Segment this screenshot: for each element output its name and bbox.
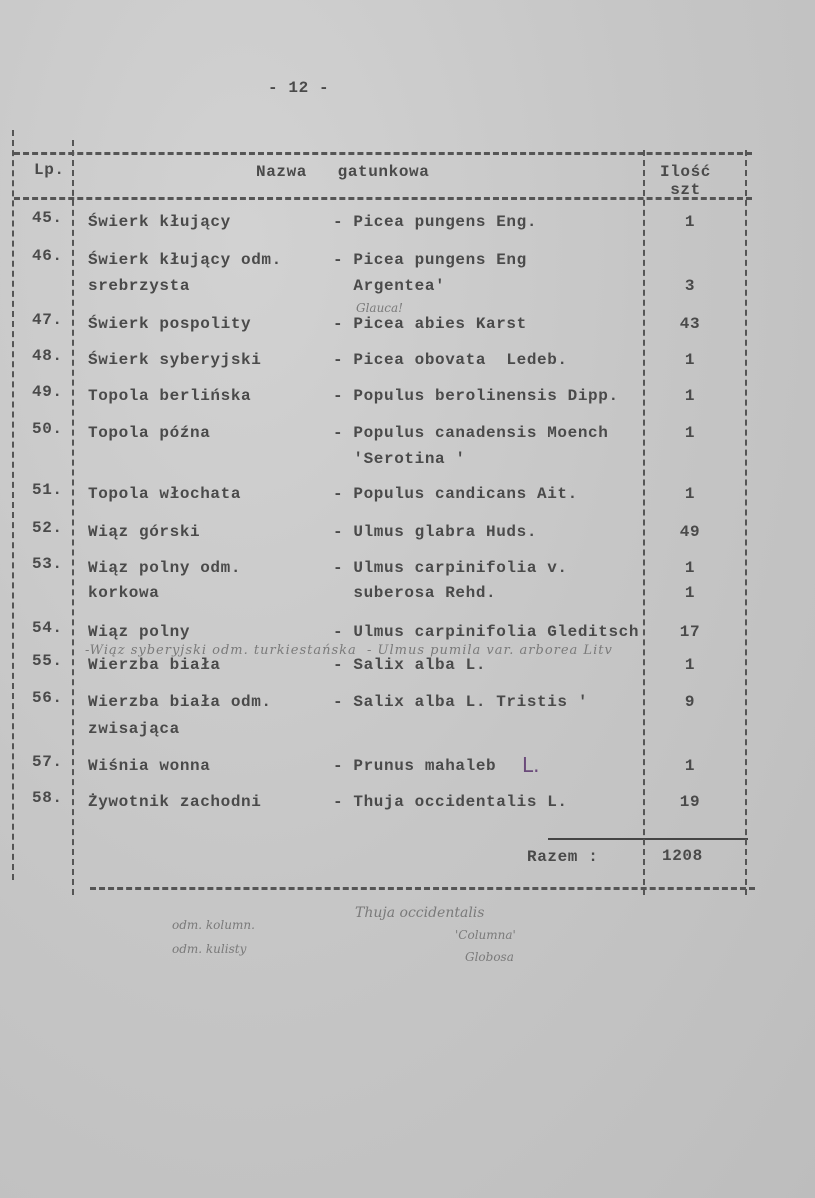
polish-name: Wierzba biała xyxy=(88,656,221,674)
polish-name: Wiąz polny odm. xyxy=(88,559,242,577)
header-lp: Lp. xyxy=(34,161,65,179)
row-number: 53. xyxy=(32,555,63,573)
quantity: 1 xyxy=(684,584,696,602)
handwritten-mahaleb-mark: L. xyxy=(522,753,540,777)
latin-name: - Picea abies Karst xyxy=(333,315,527,333)
quantity: 1 xyxy=(684,424,696,442)
latin-name: - Picea pungens Eng xyxy=(333,251,527,269)
row-number: 54. xyxy=(32,619,63,637)
latin-name: - Thuja occidentalis L. xyxy=(333,793,568,811)
header-bottom-border xyxy=(14,197,752,200)
qty-column-left-border xyxy=(643,150,645,895)
page-number: - 12 - xyxy=(268,79,330,97)
handwritten-note-right-3: Globosa xyxy=(465,950,514,964)
latin-name: - Salix alba L. Tristis ' xyxy=(333,693,589,711)
polish-name: srebrzysta xyxy=(88,277,191,295)
handwritten-note-left-2: odm. kulisty xyxy=(172,942,247,956)
latin-name: - Ulmus carpinifolia Gleditsch xyxy=(333,623,640,641)
latin-name: 'Serotina ' xyxy=(333,450,466,468)
polish-name: Wiąz polny xyxy=(88,623,191,641)
quantity: 1 xyxy=(684,656,696,674)
polish-name: Żywotnik zachodni xyxy=(88,793,262,811)
quantity: 1 xyxy=(684,351,696,369)
latin-name: Argentea' xyxy=(333,277,446,295)
polish-name: Wiśnia wonna xyxy=(88,757,211,775)
quantity: 1 xyxy=(684,387,696,405)
table-top-border xyxy=(14,152,752,155)
row-number: 50. xyxy=(32,420,63,438)
latin-name: suberosa Rehd. xyxy=(333,584,497,602)
handwritten-note-right-1: Thuja occidentalis xyxy=(355,905,485,921)
polish-name: Wiąz górski xyxy=(88,523,201,541)
latin-name: - Picea pungens Eng. xyxy=(333,213,538,231)
latin-name: - Populus canadensis Moench xyxy=(333,424,609,442)
polish-name: Świerk pospolity xyxy=(88,315,252,333)
lp-column-divider xyxy=(72,140,74,895)
polish-name: korkowa xyxy=(88,584,160,602)
handwritten-note-right-2: 'Columna' xyxy=(455,928,516,942)
row-number: 56. xyxy=(32,689,63,707)
quantity: 1 xyxy=(684,559,696,577)
total-value: 1208 xyxy=(662,847,703,865)
header-qty: Ilość szt xyxy=(660,163,712,199)
handwritten-glauca: Glauca! xyxy=(356,301,404,315)
latin-name: - Salix alba L. xyxy=(333,656,487,674)
quantity: 1 xyxy=(684,213,696,231)
latin-name: - Populus candicans Ait. xyxy=(333,485,578,503)
header-name: Nazwa gatunkowa xyxy=(256,163,430,181)
latin-name: - Ulmus glabra Huds. xyxy=(333,523,538,541)
latin-name: - Picea obovata Ledeb. xyxy=(333,351,568,369)
polish-name: zwisająca xyxy=(88,720,180,738)
polish-name: Topola późna xyxy=(88,424,211,442)
latin-name: - Populus berolinensis Dipp. xyxy=(333,387,619,405)
total-label: Razem : xyxy=(527,848,599,866)
quantity: 1 xyxy=(684,485,696,503)
quantity: 19 xyxy=(679,793,701,811)
polish-name: Świerk kłujący xyxy=(88,213,231,231)
row-number: 57. xyxy=(32,753,63,771)
row-number: 55. xyxy=(32,652,63,670)
qty-column-right-border xyxy=(745,150,747,895)
latin-name: - Ulmus carpinifolia v. xyxy=(333,559,568,577)
polish-name: Świerk kłujący odm. xyxy=(88,251,282,269)
quantity: 9 xyxy=(684,693,696,711)
table-left-border xyxy=(12,130,14,880)
row-number: 47. xyxy=(32,311,63,329)
latin-name: - Prunus mahaleb xyxy=(333,757,497,775)
row-number: 51. xyxy=(32,481,63,499)
table-bottom-border xyxy=(90,887,755,890)
row-number: 58. xyxy=(32,789,63,807)
quantity: 43 xyxy=(679,315,701,333)
quantity: 1 xyxy=(684,757,696,775)
row-number: 49. xyxy=(32,383,63,401)
quantity: 17 xyxy=(679,623,701,641)
quantity: 49 xyxy=(679,523,701,541)
handwritten-note-left-1: odm. kolumn. xyxy=(172,918,255,932)
polish-name: Topola włochata xyxy=(88,485,242,503)
total-rule xyxy=(548,838,748,840)
row-number: 45. xyxy=(32,209,63,227)
row-number: 48. xyxy=(32,347,63,365)
handwritten-elm-note: -Wiąz syberyjski odm. turkiestańska - Ulmus pumila var. arborea Litv xyxy=(85,643,613,658)
row-number: 52. xyxy=(32,519,63,537)
quantity: 3 xyxy=(684,277,696,295)
polish-name: Topola berlińska xyxy=(88,387,252,405)
polish-name: Świerk syberyjski xyxy=(88,351,262,369)
polish-name: Wierzba biała odm. xyxy=(88,693,272,711)
row-number: 46. xyxy=(32,247,63,265)
